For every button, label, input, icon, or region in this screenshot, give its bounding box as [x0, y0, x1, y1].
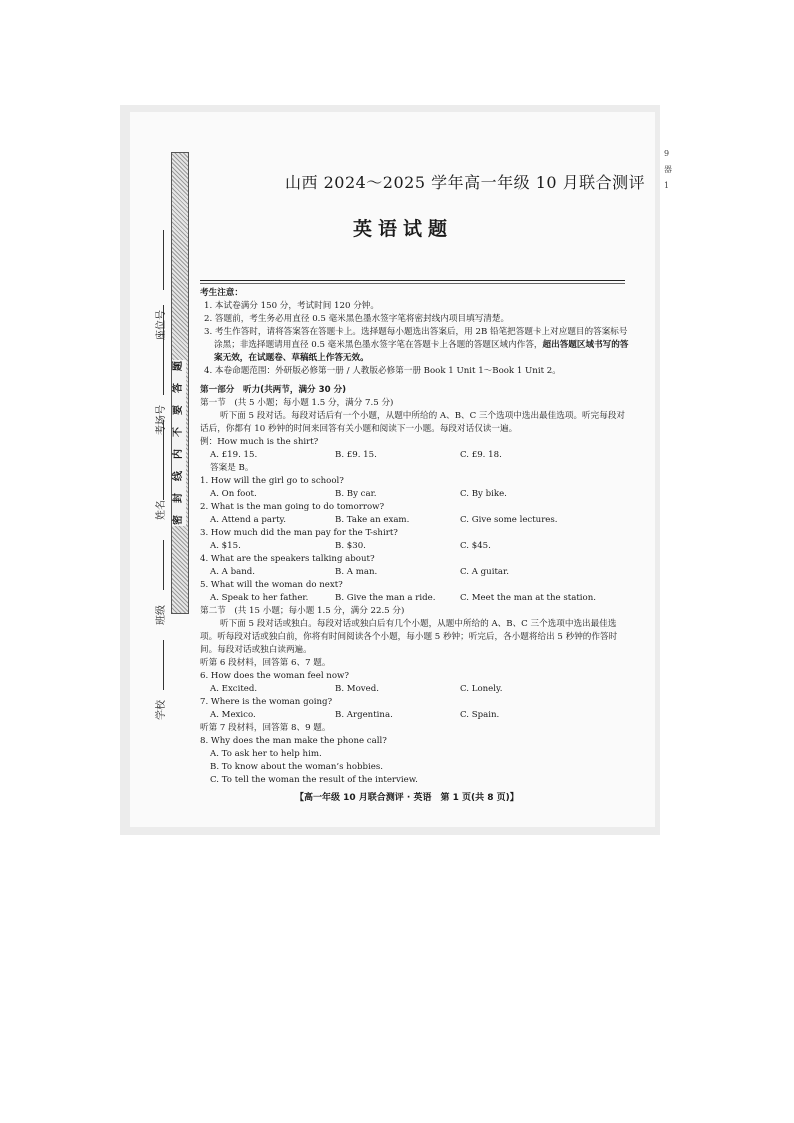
option-a: A. Excited. — [210, 684, 258, 694]
section1-instructions: 听下面 5 段对话。每段对话后有一个小题，从题中所给的 A、B、C 三个选项中选出最佳选项。听完每段对话后，你都有 10 秒钟的时间来回答有关小题和阅读下一小题。每段对话仅读一遍。 — [200, 411, 626, 434]
seal-char: 密 — [173, 515, 184, 525]
question: 2. What is the man going to do tomorrow? — [200, 502, 385, 512]
question-options — [200, 566, 630, 579]
option-c: C. £9. 18. — [460, 450, 502, 460]
option-c: C. To tell the woman the result of the interview. — [210, 775, 418, 785]
example-options — [200, 449, 630, 462]
header-rule — [200, 280, 625, 281]
notice-item: 1. 本试卷满分 150 分，考试时间 120 分钟。 — [204, 301, 379, 311]
seal-line-text — [172, 360, 186, 526]
option-c: C. Lonely. — [460, 684, 503, 694]
question: 6. How does the woman feel now? — [200, 671, 349, 681]
option-c: C. Meet the man at the station. — [460, 593, 596, 603]
notice-item-text: 3. 考生作答时，请将答案答在答题卡上。选择题每小题选出答案后，用 2B 铅笔把答题卡上对应题目的答案标号涂黑；非选择题请用直径 0.5 毫米黑色墨水签字笔在答题卡上各题的答题区域内作答， — [204, 327, 628, 350]
option-b: B. $30. — [335, 541, 366, 551]
option-b: B. Give the man a ride. — [335, 593, 436, 603]
question-options — [200, 592, 630, 605]
page-footer: 【高一年级 10 月联合测评 · 英语 第 1 页(共 8 页)】 — [295, 793, 519, 803]
seal-char: 要 — [173, 405, 184, 415]
question-options — [200, 683, 630, 696]
notice-item — [200, 326, 630, 365]
part1-heading: 第一部分 听力(共两节，满分 30 分) — [200, 385, 347, 395]
option-a: A. Attend a party. — [210, 515, 286, 525]
option-b: B. By car. — [335, 489, 377, 499]
listening-section — [200, 384, 630, 787]
material-note: 听第 7 段材料，回答第 8、9 题。 — [200, 723, 331, 733]
notice-item: 2. 答题前，考生务必用直径 0.5 毫米黑色墨水签字笔将密封线内项目填写清楚。 — [204, 314, 510, 324]
option-c: C. Give some lectures. — [460, 515, 558, 525]
notice-section — [200, 287, 630, 378]
option-b: B. Argentina. — [335, 710, 393, 720]
question: 7. Where is the woman going? — [200, 697, 333, 707]
question-options — [200, 488, 630, 501]
edge-mark: 9 — [664, 149, 670, 158]
question: 3. How much did the man pay for the T-shirt? — [200, 528, 398, 538]
option-b: B. £9. 15. — [335, 450, 377, 460]
section2-instructions: 听下面 5 段对话或独白。每段对话或独白后有几个小题，从题中所给的 A、B、C 三个选项中选出最佳选项。听每段对话或独白前，你将有时间阅读各个小题，每小题 5 秒钟；听完后，各小题将给出 5 秒钟的作答时间。每段对话或独白读两遍。 — [200, 619, 618, 655]
header-rule-thin — [200, 283, 625, 284]
seal-char: 内 — [173, 449, 184, 459]
question-options — [200, 514, 630, 527]
option-a: A. On foot. — [210, 489, 257, 499]
school-label: 学校 — [156, 700, 167, 720]
notice-item-bold: 超出答题区域书写的答案无效，在试题卷、草稿纸上作答无效。 — [214, 340, 629, 363]
option-c: C. A guitar. — [460, 567, 509, 577]
option-b: B. Moved. — [335, 684, 379, 694]
option-a: A. A band. — [210, 567, 255, 577]
name-label: 姓名 — [156, 500, 167, 520]
question-options — [200, 709, 630, 722]
seal-char: 答 — [173, 383, 184, 393]
question: 5. What will the woman do next? — [200, 580, 343, 590]
seat-number-line — [163, 230, 164, 290]
option-a: A. £19. 15. — [210, 450, 258, 460]
exam-room-label: 考场号 — [156, 405, 167, 435]
exam-subject-title: 英语试题 — [353, 218, 454, 240]
example-answer: 答案是 B。 — [210, 463, 254, 473]
notice-heading: 考生注意： — [200, 288, 243, 298]
seal-char: 封 — [173, 493, 184, 503]
option-b: B. To know about the woman’s hobbies. — [210, 762, 383, 772]
class-label: 班级 — [156, 605, 167, 625]
material-note: 听第 6 段材料，回答第 6、7 题。 — [200, 658, 331, 668]
section1-heading: 第一节 (共 5 小题；每小题 1.5 分，满分 7.5 分) — [200, 398, 394, 408]
edge-marks — [664, 146, 672, 194]
exam-title: 山西 2024～2025 学年高一年级 10 月联合测评 — [285, 173, 646, 192]
class-line — [163, 540, 164, 590]
question: 1. How will the girl go to school? — [200, 476, 344, 486]
option-c: C. Spain. — [460, 710, 500, 720]
option-a: A. To ask her to help him. — [210, 749, 322, 759]
option-c: C. By bike. — [460, 489, 507, 499]
seal-char: 题 — [173, 361, 184, 371]
option-a: A. Speak to her father. — [210, 593, 309, 603]
example-question: 例：How much is the shirt? — [200, 437, 319, 447]
seat-number-label: 座位号 — [156, 310, 167, 340]
option-b: B. A man. — [335, 567, 378, 577]
option-a: A. Mexico. — [210, 710, 256, 720]
question: 4. What are the speakers talking about? — [200, 554, 375, 564]
option-a: A. $15. — [210, 541, 241, 551]
option-c: C. $45. — [460, 541, 491, 551]
question: 8. Why does the man make the phone call? — [200, 736, 387, 746]
seal-char: 不 — [173, 427, 184, 437]
edge-mark: 1 — [664, 181, 670, 190]
option-b: B. Take an exam. — [335, 515, 410, 525]
edge-mark: 器 — [664, 165, 672, 174]
school-line — [163, 640, 164, 690]
question-options — [200, 540, 630, 553]
notice-item: 4. 本卷命题范围：外研版必修第一册 / 人教版必修第一册 Book 1 Unit 1～Book 1 Unit 2。 — [204, 366, 561, 376]
section2-heading: 第二节 (共 15 小题；每小题 1.5 分，满分 22.5 分) — [200, 606, 405, 616]
seal-char: 线 — [173, 471, 184, 481]
